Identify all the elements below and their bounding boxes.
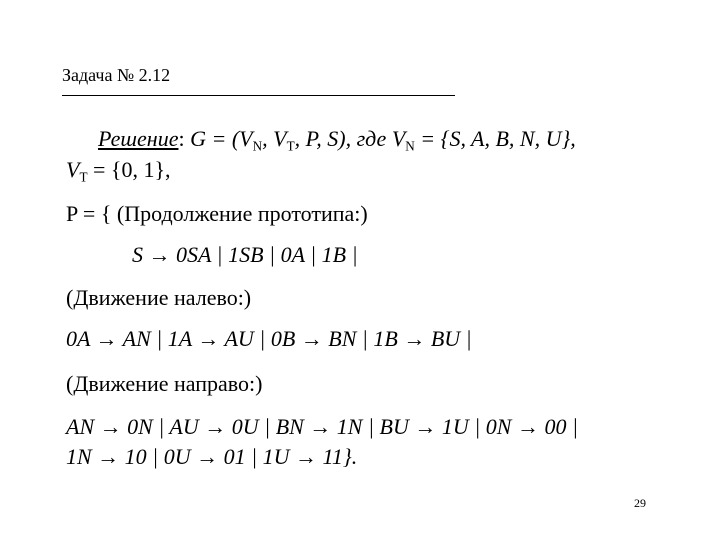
terminal-set-subscript: T xyxy=(79,169,88,185)
solution-colon: : xyxy=(178,126,185,151)
left-movement-label: (Движение налево:) xyxy=(66,285,252,310)
nonterminal-subscript: N xyxy=(252,138,263,154)
terminal-set-prefix: V xyxy=(66,157,80,182)
continuation-rules: S → 0SA | 1SB | 0A | 1B | xyxy=(132,242,358,267)
grammar-definition-middle: , V xyxy=(262,126,287,151)
solution-label: Решение xyxy=(98,126,179,151)
terminal-set-line xyxy=(66,157,171,183)
nonterminal-set-subscript: N xyxy=(405,138,415,154)
nonterminal-set: = {S, A, B, N, U}, xyxy=(414,126,576,151)
terminal-set: = {0, 1}, xyxy=(87,157,171,182)
left-movement-rules: 0A → AN | 1A → AU | 0B → BN | 1B → BU | xyxy=(66,326,472,351)
right-movement-rules-line-1: AN → 0N | AU → 0U | BN → 1N | BU → 1U | 0N → 00 | xyxy=(66,414,579,439)
terminal-subscript: T xyxy=(286,138,295,154)
slide-title: Задача № 2.12 xyxy=(62,65,171,85)
right-movement-rules-line-2: 1N → 10 | 0U → 01 | 1U → 11}. xyxy=(66,444,358,469)
title-underline xyxy=(62,95,455,96)
grammar-definition-rest: , P, S), где V xyxy=(294,126,406,151)
right-movement-label: (Движение направо:) xyxy=(66,371,263,396)
grammar-definition-line xyxy=(98,126,576,152)
grammar-definition-prefix: G = (V xyxy=(184,126,253,151)
page-number: 29 xyxy=(634,496,646,510)
productions-open: P = { (Продолжение прототипа:) xyxy=(66,201,368,226)
